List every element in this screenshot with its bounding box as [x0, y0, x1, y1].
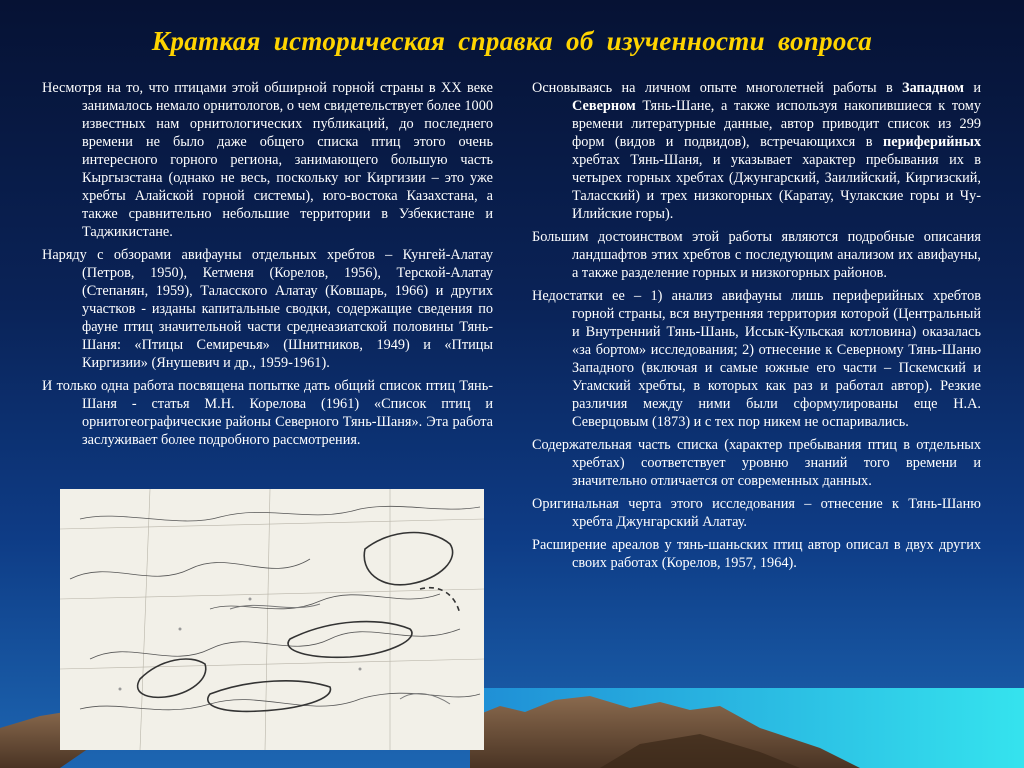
text-run: Основываясь на личном опыте многолетней работы в — [532, 80, 903, 96]
left-paragraph-1: Несмотря на то, что птицами этой обширной горной страны в XX веке занималось немало орнитологов, о чем свидетельствует более 1000 известных нам орнитологических публикаций, до последнего времени не было даже общего списка птиц этого очень интересного горного региона, занимающего большую часть Кыргызстана (однако не весь, поскольку юг Киргизии – это уже хребты Алайской горной системы), юго-востока Казахстана, а также сравнительно небольшие территории в Узбекистане и Таджикистане. — [42, 80, 493, 240]
right-paragraph-6: Расширение ареалов у тянь-шаньских птиц автор описал в двух других своих работах (Корелов, 1957, 1964). — [532, 537, 981, 571]
right-paragraph-2: Большим достоинством этой работы являются подробные описания ландшафтов этих хребтов с последующим анализом их авифауны, а также разделение горных и низкогорных районов. — [532, 229, 981, 281]
text-run: и — [964, 80, 981, 96]
bold-peripheral: периферийных — [883, 134, 981, 150]
left-column — [42, 79, 493, 454]
slide-title: Краткая историческая справка об изученности вопроса — [151, 26, 873, 56]
right-column — [532, 79, 981, 577]
right-paragraph-5: Оригинальная черта этого исследования – отнесение к Тянь-Шаню хребта Джунгарский Алатау. — [532, 496, 981, 530]
text-run: хребтах Тянь-Шаня, и указывает характер пребывания их в четырех горных хребтах (Джунгарский, Заилийский, Киргизский, Таласский) и трех низкогорных (Каратау, Чулакские горы и Чу-Илийские горы). — [572, 152, 981, 222]
left-paragraph-2: Наряду с обзорами авифауны отдельных хребтов – Кунгей-Алатау (Петров, 1950), Кетменя (Корелов, 1956), Терской-Алатау (Степанян, 1959), Таласского Алатау (Ковшарь, 1966) и других участков - изданы капитальные сводки, содержащие сведения по фауне птиц значительной части среднеазиатской половины Тянь-Шаня: «Птицы Семиречья» (Шнитников, 1949) и «Птицы Киргизии» (Янушевич и др., 1959-1961). — [42, 247, 493, 371]
text-run: Тянь-Шане, а также используя накопившиеся к тому времени литературные данные, автор приводит список из 299 форм (видов и подвидов), встречающихся в — [572, 98, 981, 150]
left-paragraph-3: И только одна работа посвящена попытке дать общий список птиц Тянь-Шаня - статья М.Н. Корелова (1961) «Список птиц и орнитогеографические районы Северного Тянь-Шаня». Эта работа заслуживает более подробного рассмотрения. — [42, 378, 493, 448]
right-paragraph-1 — [532, 79, 981, 223]
bold-western: Западном — [902, 80, 965, 96]
right-paragraph-4: Содержательная часть списка (характер пребывания птиц в отдельных хребтах) соответствует уровню знаний того времени и значительно отличается от современных данных. — [532, 437, 981, 489]
map-image — [60, 489, 484, 750]
right-paragraph-3: Недостатки ее – 1) анализ авифауны лишь периферийных хребтов горной страны, вся внутренняя территория которой (Центральный и Внутренний Тянь-Шань, Иссык-Кульская котловина) оказалась «за бортом» исследования; 2) отнесение к Северному Тянь-Шаню Западного (включая и самые южные его части – Пскемский и Угамский хребты, в которых как раз и работал автор). Резкие различия между ними были сформулированы еще Н.А. Северцовым (1873) и с тех пор никем не оспаривались. — [532, 288, 981, 430]
bold-northern: Северном — [572, 98, 636, 114]
